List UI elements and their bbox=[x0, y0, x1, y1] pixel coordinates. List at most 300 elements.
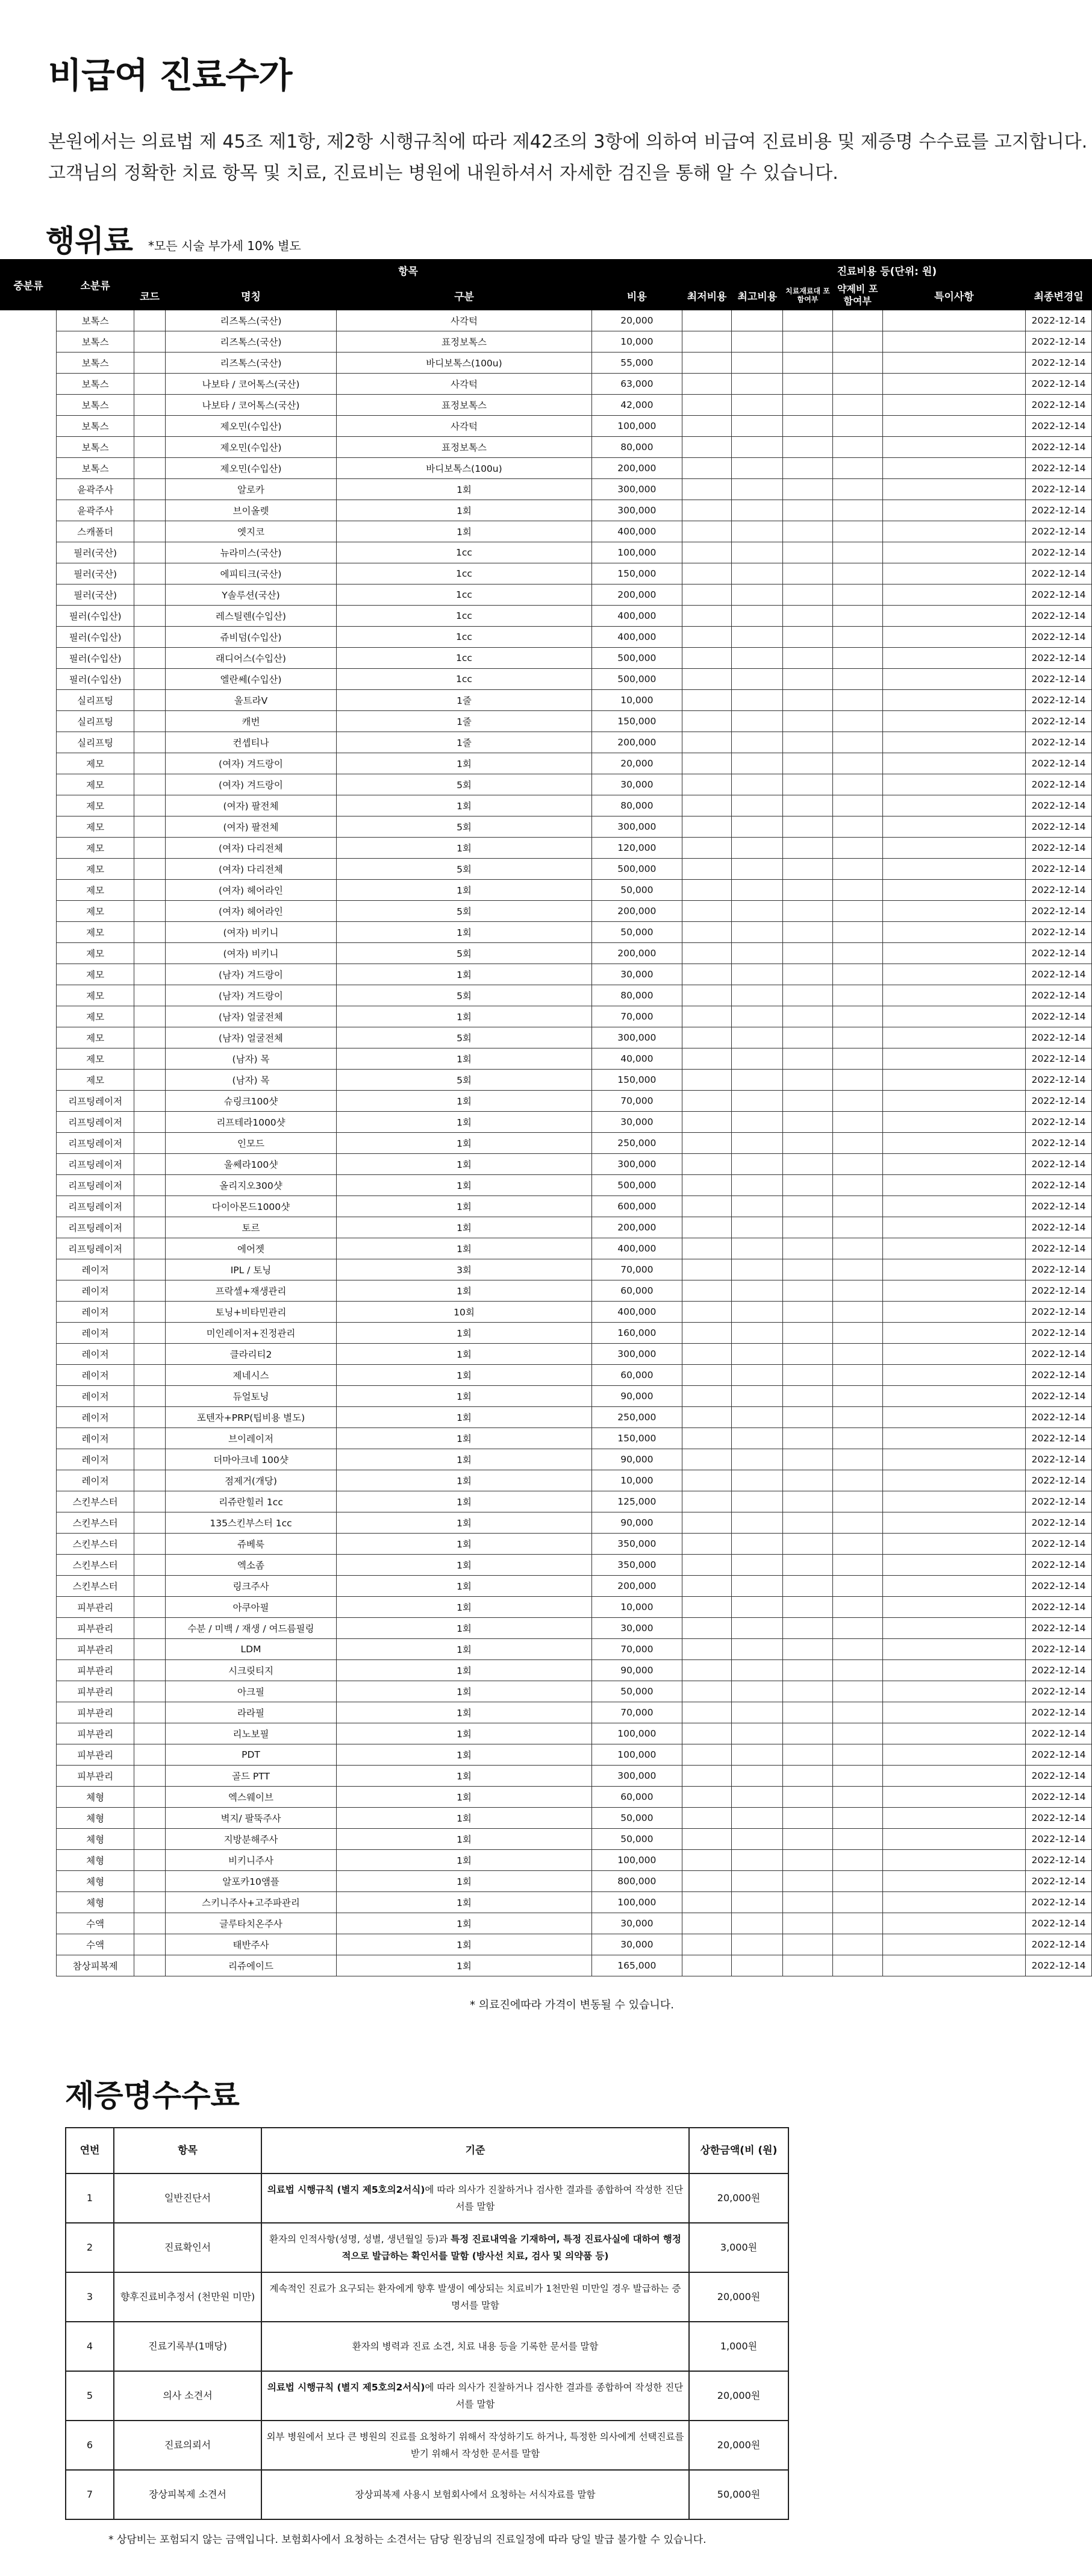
drug-included-cell bbox=[832, 1217, 882, 1238]
cost-cell: 150,000 bbox=[591, 563, 682, 584]
max-cost-cell bbox=[732, 310, 783, 331]
cost-cell: 30,000 bbox=[591, 1618, 682, 1639]
code-cell bbox=[134, 1576, 166, 1597]
treatment-material-cell bbox=[783, 690, 833, 711]
minor-cell: 레이저 bbox=[57, 1386, 134, 1407]
minor-cell: 제모 bbox=[57, 1048, 134, 1070]
division-cell: 1줄 bbox=[337, 711, 592, 732]
minor-cell: 피부관리 bbox=[57, 1766, 134, 1787]
last-changed-cell: 2022-12-14 bbox=[1026, 584, 1092, 606]
minor-cell: 스킨부스터 bbox=[57, 1576, 134, 1597]
cert-no-cell: 1 bbox=[66, 2173, 114, 2223]
code-cell bbox=[134, 500, 166, 521]
remarks-cell bbox=[882, 1365, 1026, 1386]
cert-row bbox=[66, 2272, 788, 2322]
cost-cell: 80,000 bbox=[591, 795, 682, 816]
header-min-cost: 최저비용 bbox=[682, 281, 732, 310]
last-changed-cell: 2022-12-14 bbox=[1026, 1871, 1092, 1892]
max-cost-cell bbox=[732, 859, 783, 880]
drug-included-cell bbox=[832, 774, 882, 795]
last-changed-cell: 2022-12-14 bbox=[1026, 753, 1092, 774]
cost-cell: 300,000 bbox=[591, 1027, 682, 1048]
max-cost-cell bbox=[732, 1512, 783, 1534]
cert-basis-cell bbox=[261, 2421, 689, 2470]
cert-basis-cell bbox=[261, 2272, 689, 2322]
min-cost-cell bbox=[682, 1534, 732, 1555]
max-cost-cell bbox=[732, 331, 783, 353]
max-cost-cell bbox=[732, 1829, 783, 1850]
minor-cell: 제모 bbox=[57, 816, 134, 838]
drug-included-cell bbox=[832, 1238, 882, 1259]
max-cost-cell bbox=[732, 901, 783, 922]
max-cost-cell bbox=[732, 1027, 783, 1048]
table-row bbox=[1, 816, 1092, 838]
max-cost-cell bbox=[732, 500, 783, 521]
table-row bbox=[1, 1196, 1092, 1217]
major-cell bbox=[1, 1555, 57, 1576]
table-row bbox=[1, 943, 1092, 964]
cost-cell: 400,000 bbox=[591, 521, 682, 542]
treatment-material-cell bbox=[783, 1766, 833, 1787]
major-cell bbox=[1, 838, 57, 859]
major-cell bbox=[1, 1808, 57, 1829]
name-cell: 토르 bbox=[165, 1217, 336, 1238]
major-cell bbox=[1, 1091, 57, 1112]
code-cell bbox=[134, 922, 166, 943]
drug-included-cell bbox=[832, 1344, 882, 1365]
max-cost-cell bbox=[732, 1112, 783, 1133]
cert-no-cell: 4 bbox=[66, 2322, 114, 2371]
minor-cell: 윤곽주사 bbox=[57, 479, 134, 500]
code-cell bbox=[134, 353, 166, 374]
major-cell bbox=[1, 922, 57, 943]
division-cell: 10회 bbox=[337, 1302, 592, 1323]
treatment-material-cell bbox=[783, 1238, 833, 1259]
min-cost-cell bbox=[682, 1787, 732, 1808]
cost-cell: 100,000 bbox=[591, 1892, 682, 1913]
cost-cell: 100,000 bbox=[591, 542, 682, 563]
last-changed-cell: 2022-12-14 bbox=[1026, 732, 1092, 753]
table-row bbox=[1, 1302, 1092, 1323]
minor-cell: 레이저 bbox=[57, 1323, 134, 1344]
minor-cell: 스킨부스터 bbox=[57, 1555, 134, 1576]
major-cell bbox=[1, 1154, 57, 1175]
major-cell bbox=[1, 795, 57, 816]
minor-cell: 보톡스 bbox=[57, 310, 134, 331]
code-cell bbox=[134, 1006, 166, 1027]
cost-cell: 10,000 bbox=[591, 690, 682, 711]
treatment-material-cell bbox=[783, 500, 833, 521]
name-cell: (남자) 겨드랑이 bbox=[165, 985, 336, 1006]
major-cell bbox=[1, 353, 57, 374]
table-row bbox=[1, 1618, 1092, 1639]
cert-no-cell: 6 bbox=[66, 2421, 114, 2470]
last-changed-cell: 2022-12-14 bbox=[1026, 1744, 1092, 1766]
last-changed-cell: 2022-12-14 bbox=[1026, 395, 1092, 416]
major-cell bbox=[1, 1639, 57, 1660]
remarks-cell bbox=[882, 1070, 1026, 1091]
drug-included-cell bbox=[832, 1660, 882, 1681]
cost-cell: 10,000 bbox=[591, 331, 682, 353]
last-changed-cell: 2022-12-14 bbox=[1026, 1787, 1092, 1808]
max-cost-cell bbox=[732, 353, 783, 374]
table-row bbox=[1, 1386, 1092, 1407]
max-cost-cell bbox=[732, 648, 783, 669]
minor-cell: 제모 bbox=[57, 774, 134, 795]
remarks-cell bbox=[882, 1681, 1026, 1702]
cert-basis-text: 계속적인 진료가 요구되는 환자에게 향후 발생이 예상되는 치료비가 1천만원 미만일 경우 발급하는 증명서를 말함 bbox=[269, 2283, 681, 2311]
drug-included-cell bbox=[832, 1787, 882, 1808]
max-cost-cell bbox=[732, 395, 783, 416]
max-cost-cell bbox=[732, 774, 783, 795]
max-cost-cell bbox=[732, 1048, 783, 1070]
cost-cell: 150,000 bbox=[591, 1070, 682, 1091]
code-cell bbox=[134, 1196, 166, 1217]
remarks-cell bbox=[882, 859, 1026, 880]
division-cell: 1cc bbox=[337, 669, 592, 690]
cost-cell: 350,000 bbox=[591, 1555, 682, 1576]
min-cost-cell bbox=[682, 1344, 732, 1365]
drug-included-cell bbox=[832, 1934, 882, 1955]
last-changed-cell: 2022-12-14 bbox=[1026, 1555, 1092, 1576]
treatment-material-cell bbox=[783, 563, 833, 584]
min-cost-cell bbox=[682, 1597, 732, 1618]
treatment-material-cell bbox=[783, 732, 833, 753]
remarks-cell bbox=[882, 943, 1026, 964]
remarks-cell bbox=[882, 1955, 1026, 1976]
last-changed-cell: 2022-12-14 bbox=[1026, 521, 1092, 542]
minor-cell: 제모 bbox=[57, 985, 134, 1006]
code-cell bbox=[134, 1744, 166, 1766]
table-row bbox=[1, 542, 1092, 563]
treatment-material-cell bbox=[783, 1723, 833, 1744]
remarks-cell bbox=[882, 606, 1026, 627]
max-cost-cell bbox=[732, 1175, 783, 1196]
drug-included-cell bbox=[832, 1576, 882, 1597]
header-minor: 소분류 bbox=[57, 260, 134, 310]
name-cell: (여자) 다리전체 bbox=[165, 859, 336, 880]
max-cost-cell bbox=[732, 838, 783, 859]
major-cell bbox=[1, 985, 57, 1006]
table-row bbox=[1, 331, 1092, 353]
table-row bbox=[1, 1555, 1092, 1576]
cert-basis-cell bbox=[261, 2322, 689, 2371]
name-cell: 더마아크네 100샷 bbox=[165, 1449, 336, 1470]
name-cell: 울트라V bbox=[165, 690, 336, 711]
major-cell bbox=[1, 1280, 57, 1302]
name-cell: IPL / 토닝 bbox=[165, 1259, 336, 1280]
treatment-material-cell bbox=[783, 648, 833, 669]
last-changed-cell: 2022-12-14 bbox=[1026, 1027, 1092, 1048]
division-cell: 5회 bbox=[337, 1070, 592, 1091]
treatment-material-cell bbox=[783, 1217, 833, 1238]
min-cost-cell bbox=[682, 1238, 732, 1259]
name-cell: 포텐자+PRP(팁비용 별도) bbox=[165, 1407, 336, 1428]
table-row bbox=[1, 964, 1092, 985]
division-cell: 1회 bbox=[337, 1744, 592, 1766]
division-cell: 1회 bbox=[337, 1470, 592, 1491]
minor-cell: 필러(국산) bbox=[57, 542, 134, 563]
code-cell bbox=[134, 521, 166, 542]
table-row bbox=[1, 774, 1092, 795]
division-cell: 1회 bbox=[337, 1154, 592, 1175]
major-cell bbox=[1, 627, 57, 648]
max-cost-cell bbox=[732, 1491, 783, 1512]
treatment-material-cell bbox=[783, 1555, 833, 1576]
min-cost-cell bbox=[682, 1428, 732, 1449]
major-cell bbox=[1, 1217, 57, 1238]
drug-included-cell bbox=[832, 1470, 882, 1491]
division-cell: 바디보톡스(100u) bbox=[337, 353, 592, 374]
cert-basis-cell bbox=[261, 2173, 689, 2223]
header-drug-included: 약제비 포함여부 bbox=[832, 281, 882, 310]
cert-basis-bold: 의료법 시행규칙 (별지 제5호의2서식) bbox=[267, 2382, 425, 2393]
remarks-cell bbox=[882, 479, 1026, 500]
cost-cell: 160,000 bbox=[591, 1323, 682, 1344]
cost-cell: 100,000 bbox=[591, 1850, 682, 1871]
drug-included-cell bbox=[832, 606, 882, 627]
cert-title: 제증명수수료 bbox=[65, 2078, 240, 2113]
major-cell bbox=[1, 1365, 57, 1386]
cert-no-cell: 3 bbox=[66, 2272, 114, 2322]
code-cell bbox=[134, 774, 166, 795]
remarks-cell bbox=[882, 1913, 1026, 1934]
remarks-cell bbox=[882, 1766, 1026, 1787]
table-row bbox=[1, 1133, 1092, 1154]
minor-cell: 제모 bbox=[57, 1070, 134, 1091]
division-cell: 1회 bbox=[337, 500, 592, 521]
major-cell bbox=[1, 1913, 57, 1934]
minor-cell: 리프팅레이저 bbox=[57, 1238, 134, 1259]
min-cost-cell bbox=[682, 669, 732, 690]
major-cell bbox=[1, 1660, 57, 1681]
drug-included-cell bbox=[832, 1639, 882, 1660]
treatment-material-cell bbox=[783, 1787, 833, 1808]
header-treatment-material: 치료재료대 포함여부 bbox=[783, 281, 833, 310]
minor-cell: 필러(국산) bbox=[57, 584, 134, 606]
table-row bbox=[1, 1428, 1092, 1449]
max-cost-cell bbox=[732, 985, 783, 1006]
drug-included-cell bbox=[832, 437, 882, 458]
max-cost-cell bbox=[732, 1681, 783, 1702]
code-cell bbox=[134, 1048, 166, 1070]
name-cell: 골드 PTT bbox=[165, 1766, 336, 1787]
name-cell: 비키니주사 bbox=[165, 1850, 336, 1871]
division-cell: 표정보톡스 bbox=[337, 331, 592, 353]
division-cell: 1회 bbox=[337, 1407, 592, 1428]
minor-cell: 피부관리 bbox=[57, 1597, 134, 1618]
drug-included-cell bbox=[832, 458, 882, 479]
name-cell: 벽지/ 팔뚝주사 bbox=[165, 1808, 336, 1829]
division-cell: 5회 bbox=[337, 859, 592, 880]
last-changed-cell: 2022-12-14 bbox=[1026, 374, 1092, 395]
remarks-cell bbox=[882, 1618, 1026, 1639]
last-changed-cell: 2022-12-14 bbox=[1026, 353, 1092, 374]
division-cell: 1회 bbox=[337, 521, 592, 542]
max-cost-cell bbox=[732, 1344, 783, 1365]
code-cell bbox=[134, 395, 166, 416]
code-cell bbox=[134, 1344, 166, 1365]
name-cell: 리쥬란힐러 1cc bbox=[165, 1491, 336, 1512]
table-row bbox=[1, 1323, 1092, 1344]
treatment-material-cell bbox=[783, 880, 833, 901]
name-cell: 스키니주사+고주파관리 bbox=[165, 1892, 336, 1913]
cost-cell: 30,000 bbox=[591, 1913, 682, 1934]
division-cell: 5회 bbox=[337, 985, 592, 1006]
name-cell: 나보타 / 코어톡스(국산) bbox=[165, 395, 336, 416]
division-cell: 1cc bbox=[337, 563, 592, 584]
min-cost-cell bbox=[682, 1407, 732, 1428]
code-cell bbox=[134, 584, 166, 606]
max-cost-cell bbox=[732, 1787, 783, 1808]
cost-cell: 20,000 bbox=[591, 753, 682, 774]
cost-cell: 50,000 bbox=[591, 1808, 682, 1829]
division-cell: 1회 bbox=[337, 1576, 592, 1597]
drug-included-cell bbox=[832, 1702, 882, 1723]
cert-basis-cell bbox=[261, 2371, 689, 2421]
major-cell bbox=[1, 1892, 57, 1913]
header-name: 명칭 bbox=[165, 281, 336, 310]
remarks-cell bbox=[882, 584, 1026, 606]
remarks-cell bbox=[882, 542, 1026, 563]
remarks-cell bbox=[882, 1112, 1026, 1133]
max-cost-cell bbox=[732, 1808, 783, 1829]
remarks-cell bbox=[882, 416, 1026, 437]
max-cost-cell bbox=[732, 964, 783, 985]
name-cell: 알포카10앰플 bbox=[165, 1871, 336, 1892]
remarks-cell bbox=[882, 1850, 1026, 1871]
cost-cell: 500,000 bbox=[591, 1175, 682, 1196]
major-cell bbox=[1, 711, 57, 732]
remarks-cell bbox=[882, 1006, 1026, 1027]
last-changed-cell: 2022-12-14 bbox=[1026, 1133, 1092, 1154]
minor-cell: 레이저 bbox=[57, 1470, 134, 1491]
division-cell: 표정보톡스 bbox=[337, 437, 592, 458]
drug-included-cell bbox=[832, 943, 882, 964]
max-cost-cell bbox=[732, 1534, 783, 1555]
min-cost-cell bbox=[682, 437, 732, 458]
code-cell bbox=[134, 1597, 166, 1618]
cert-basis-text: 환자의 병력과 진료 소견, 치료 내용 등을 기록한 문서를 말함 bbox=[352, 2341, 599, 2352]
last-changed-cell: 2022-12-14 bbox=[1026, 1302, 1092, 1323]
major-cell bbox=[1, 901, 57, 922]
table-row bbox=[1, 310, 1092, 331]
min-cost-cell bbox=[682, 1955, 732, 1976]
min-cost-cell bbox=[682, 1871, 732, 1892]
max-cost-cell bbox=[732, 1323, 783, 1344]
code-cell bbox=[134, 1512, 166, 1534]
last-changed-cell: 2022-12-14 bbox=[1026, 627, 1092, 648]
table-row bbox=[1, 838, 1092, 859]
cost-cell: 120,000 bbox=[591, 838, 682, 859]
cert-item-cell: 장상피복제 소견서 bbox=[114, 2470, 261, 2519]
cert-item-cell: 진료확인서 bbox=[114, 2223, 261, 2272]
treatment-material-cell bbox=[783, 1006, 833, 1027]
code-cell bbox=[134, 1892, 166, 1913]
treatment-material-cell bbox=[783, 1702, 833, 1723]
table-row bbox=[1, 437, 1092, 458]
code-cell bbox=[134, 732, 166, 753]
cost-cell: 300,000 bbox=[591, 1154, 682, 1175]
remarks-cell bbox=[882, 795, 1026, 816]
remarks-cell bbox=[882, 1217, 1026, 1238]
major-cell bbox=[1, 964, 57, 985]
table-row bbox=[1, 1217, 1092, 1238]
cost-cell: 400,000 bbox=[591, 627, 682, 648]
table-row bbox=[1, 500, 1092, 521]
table-row bbox=[1, 1576, 1092, 1597]
code-cell bbox=[134, 458, 166, 479]
last-changed-cell: 2022-12-14 bbox=[1026, 1618, 1092, 1639]
drug-included-cell bbox=[832, 1555, 882, 1576]
cert-fee-cell: 3,000원 bbox=[689, 2223, 788, 2272]
table-row bbox=[1, 1597, 1092, 1618]
last-changed-cell: 2022-12-14 bbox=[1026, 1576, 1092, 1597]
drug-included-cell bbox=[832, 1027, 882, 1048]
min-cost-cell bbox=[682, 1850, 732, 1871]
treatment-material-cell bbox=[783, 1681, 833, 1702]
drug-included-cell bbox=[832, 1070, 882, 1091]
drug-included-cell bbox=[832, 1597, 882, 1618]
code-cell bbox=[134, 1428, 166, 1449]
last-changed-cell: 2022-12-14 bbox=[1026, 1660, 1092, 1681]
code-cell bbox=[134, 1491, 166, 1512]
max-cost-cell bbox=[732, 1850, 783, 1871]
name-cell: (여자) 헤어라인 bbox=[165, 880, 336, 901]
minor-cell: 제모 bbox=[57, 901, 134, 922]
cost-cell: 70,000 bbox=[591, 1702, 682, 1723]
max-cost-cell bbox=[732, 1639, 783, 1660]
table-row bbox=[1, 458, 1092, 479]
treatment-material-cell bbox=[783, 1386, 833, 1407]
remarks-cell bbox=[882, 732, 1026, 753]
major-cell bbox=[1, 1407, 57, 1428]
min-cost-cell bbox=[682, 1639, 732, 1660]
remarks-cell bbox=[882, 1491, 1026, 1512]
min-cost-cell bbox=[682, 331, 732, 353]
treatment-material-cell bbox=[783, 1639, 833, 1660]
code-cell bbox=[134, 1850, 166, 1871]
max-cost-cell bbox=[732, 374, 783, 395]
drug-included-cell bbox=[832, 584, 882, 606]
min-cost-cell bbox=[682, 353, 732, 374]
major-cell bbox=[1, 943, 57, 964]
drug-included-cell bbox=[832, 353, 882, 374]
cert-row bbox=[66, 2421, 788, 2470]
drug-included-cell bbox=[832, 711, 882, 732]
min-cost-cell bbox=[682, 1681, 732, 1702]
last-changed-cell: 2022-12-14 bbox=[1026, 1892, 1092, 1913]
min-cost-cell bbox=[682, 500, 732, 521]
cost-cell: 350,000 bbox=[591, 1534, 682, 1555]
name-cell: 제오민(수입산) bbox=[165, 416, 336, 437]
code-cell bbox=[134, 331, 166, 353]
last-changed-cell: 2022-12-14 bbox=[1026, 606, 1092, 627]
max-cost-cell bbox=[732, 1723, 783, 1744]
table-row bbox=[1, 1154, 1092, 1175]
treatment-material-cell bbox=[783, 1280, 833, 1302]
treatment-material-cell bbox=[783, 395, 833, 416]
last-changed-cell: 2022-12-14 bbox=[1026, 669, 1092, 690]
cert-basis-bold: 특정 진료내역을 기재하여, 특정 진료사실에 대하여 행정적으로 발급하는 확인서를 말함 (방사선 치료, 검사 및 의약품 등) bbox=[342, 2234, 681, 2261]
drug-included-cell bbox=[832, 880, 882, 901]
cert-header-no: 연번 bbox=[66, 2128, 114, 2173]
division-cell: 1회 bbox=[337, 1850, 592, 1871]
treatment-material-cell bbox=[783, 374, 833, 395]
last-changed-cell: 2022-12-14 bbox=[1026, 648, 1092, 669]
minor-cell: 보톡스 bbox=[57, 416, 134, 437]
minor-cell: 체형 bbox=[57, 1850, 134, 1871]
